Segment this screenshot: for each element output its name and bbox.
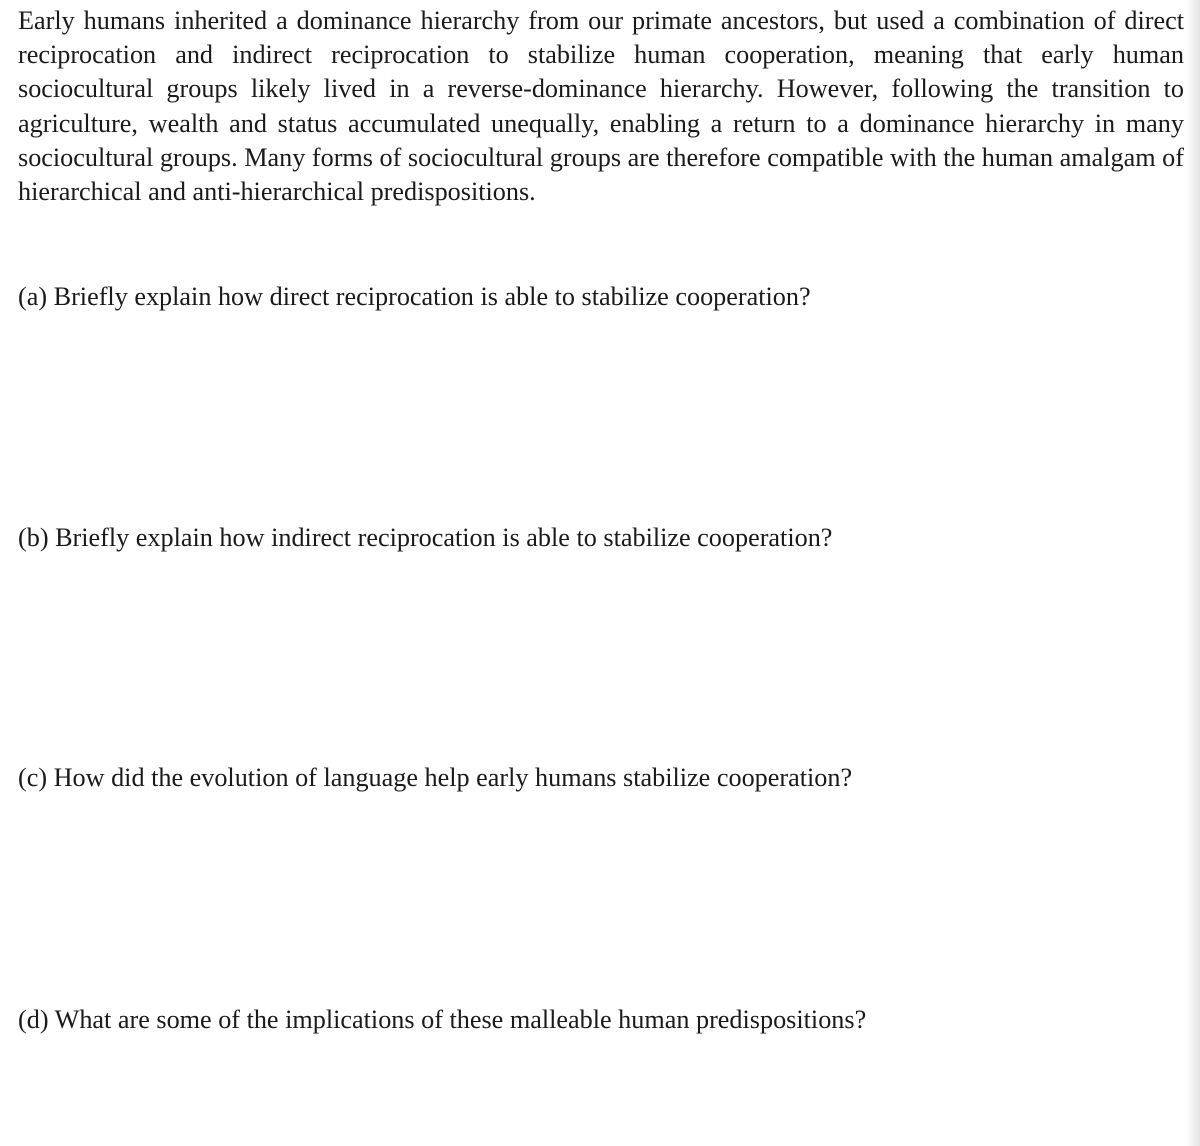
question-d: (d) What are some of the implications of these malleable human predispositions? (18, 1005, 867, 1034)
intro-paragraph: Early humans inherited a dominance hierarchy from our primate ancestors, but used a combination of direct reciprocation and indirect reciprocation to stabilize human cooperation, meaning that early human sociocultural groups likely lived in a reverse-dominance hierarchy. However, following the transition to agriculture, wealth and status accumulated unequally, enabling a return to a dominance hierarchy in many sociocultural groups. Many forms of sociocultural groups are therefore compatible with the human amalgam of hierarchical and anti-hierarchical predispositions. (18, 6, 1184, 207)
question-a: (a) Briefly explain how direct reciprocation is able to stabilize cooperation? (18, 282, 811, 311)
cropped-previous-line (18, 0, 1188, 2)
question-c: (c) How did the evolution of language help early humans stabilize cooperation? (18, 763, 853, 792)
page-edge-shadow (1186, 0, 1200, 1146)
question-b: (b) Briefly explain how indirect reciprocation is able to stabilize cooperation? (18, 523, 833, 552)
